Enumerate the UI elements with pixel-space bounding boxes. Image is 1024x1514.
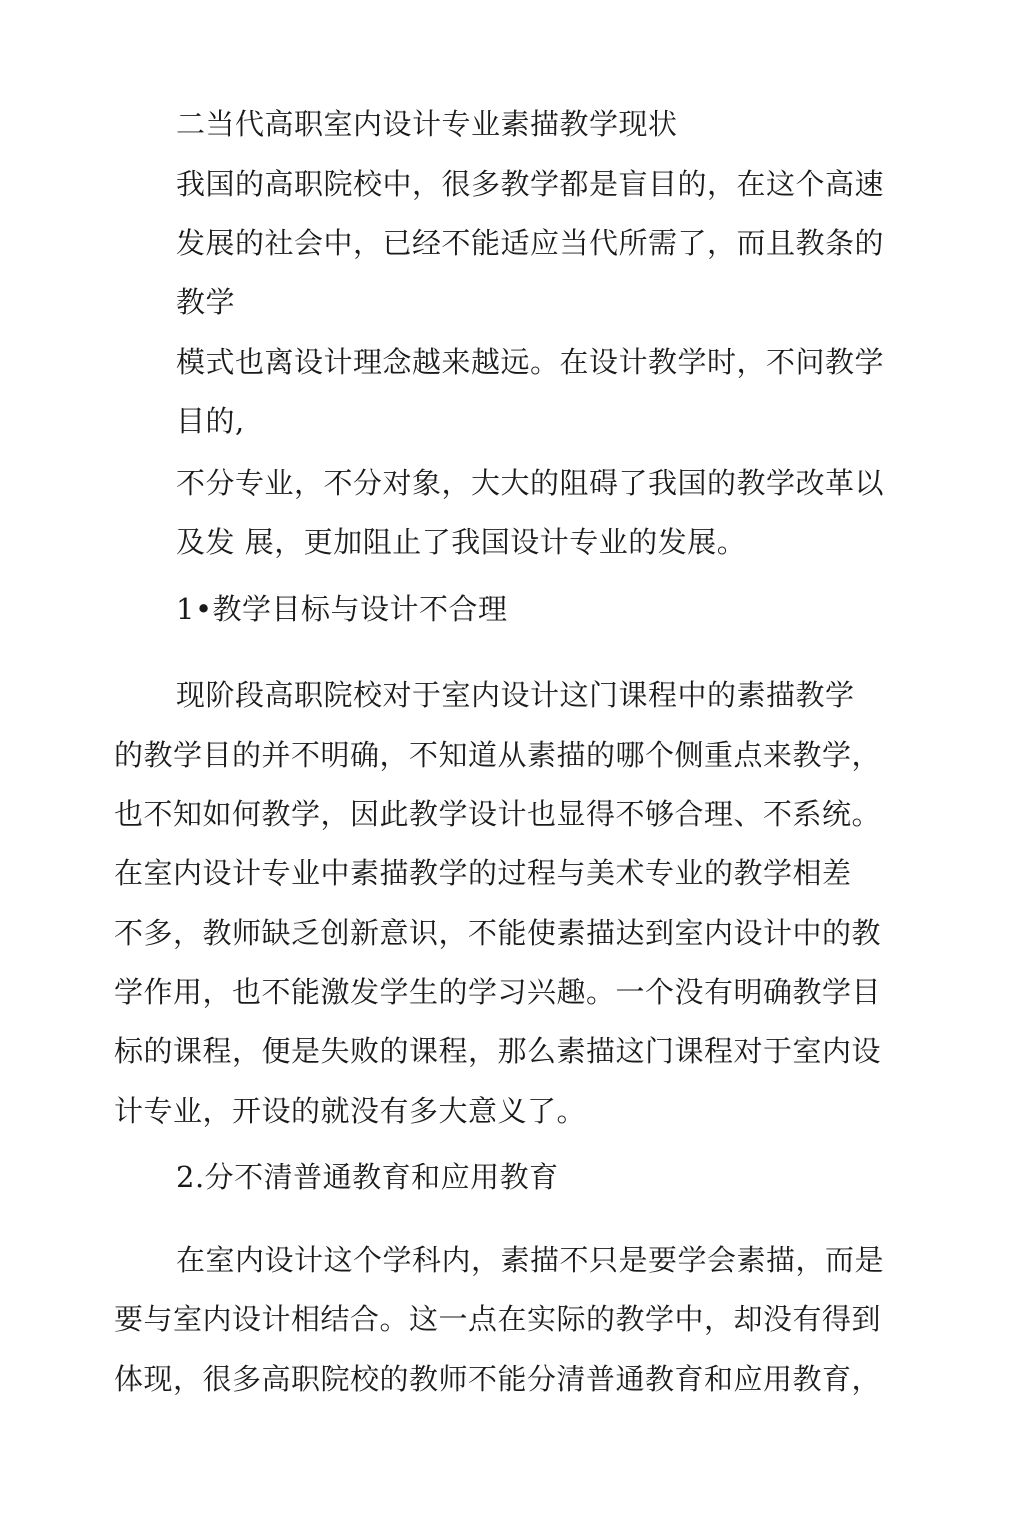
intro-line: 模式也离设计理念越来越远。在设计教学时，不问教学 [176,345,885,379]
intro-line: 教学 [176,285,236,319]
intro-line: 及发 展，更加阻止了我国设计专业的发展。 [176,525,747,559]
paragraph-line: 计专业，开设的就没有多大意义了。 [114,1094,587,1128]
paragraph-line: 体现，很多高职院校的教师不能分清普通教育和应用教育， [114,1362,882,1396]
intro-line: 不分专业，不分对象，大大的阻碍了我国的教学改革以 [176,466,885,500]
intro-line: 发展的社会中，已经不能适应当代所需了，而且教条的 [176,226,885,260]
paragraph-line: 现阶段高职院校对于室内设计这门课程中的素描教学 [176,678,855,712]
subheading-teaching-goals: 1•教学目标与设计不合理 [176,592,508,626]
paragraph-line: 要与室内设计相结合。这一点在实际的教学中，却没有得到 [114,1302,882,1336]
paragraph-line: 在室内设计专业中素描教学的过程与美术专业的教学相差 [114,856,852,890]
paragraph-line: 不多，教师缺乏创新意识，不能使素描达到室内设计中的教 [114,916,882,950]
paragraph-line: 学作用，也不能激发学生的学习兴趣。一个没有明确教学目 [114,975,882,1009]
intro-line: 目的, [176,404,245,438]
paragraph-line: 标的课程，便是失败的课程，那么素描这门课程对于室内设 [114,1034,882,1068]
section-title: 二当代高职室内设计专业素描教学现状 [176,107,678,141]
subheading-general-vs-applied: 2.分不清普通教育和应用教育 [176,1160,559,1194]
paragraph-line: 在室内设计这个学科内，素描不只是要学会素描，而是 [176,1243,885,1277]
paragraph-line: 也不知如何教学，因此教学设计也显得不够合理、不系统。 [114,797,882,831]
intro-line: 我国的高职院校中，很多教学都是盲目的，在这个高速 [176,167,885,201]
paragraph-line: 的教学目的并不明确，不知道从素描的哪个侧重点来教学， [114,738,882,772]
